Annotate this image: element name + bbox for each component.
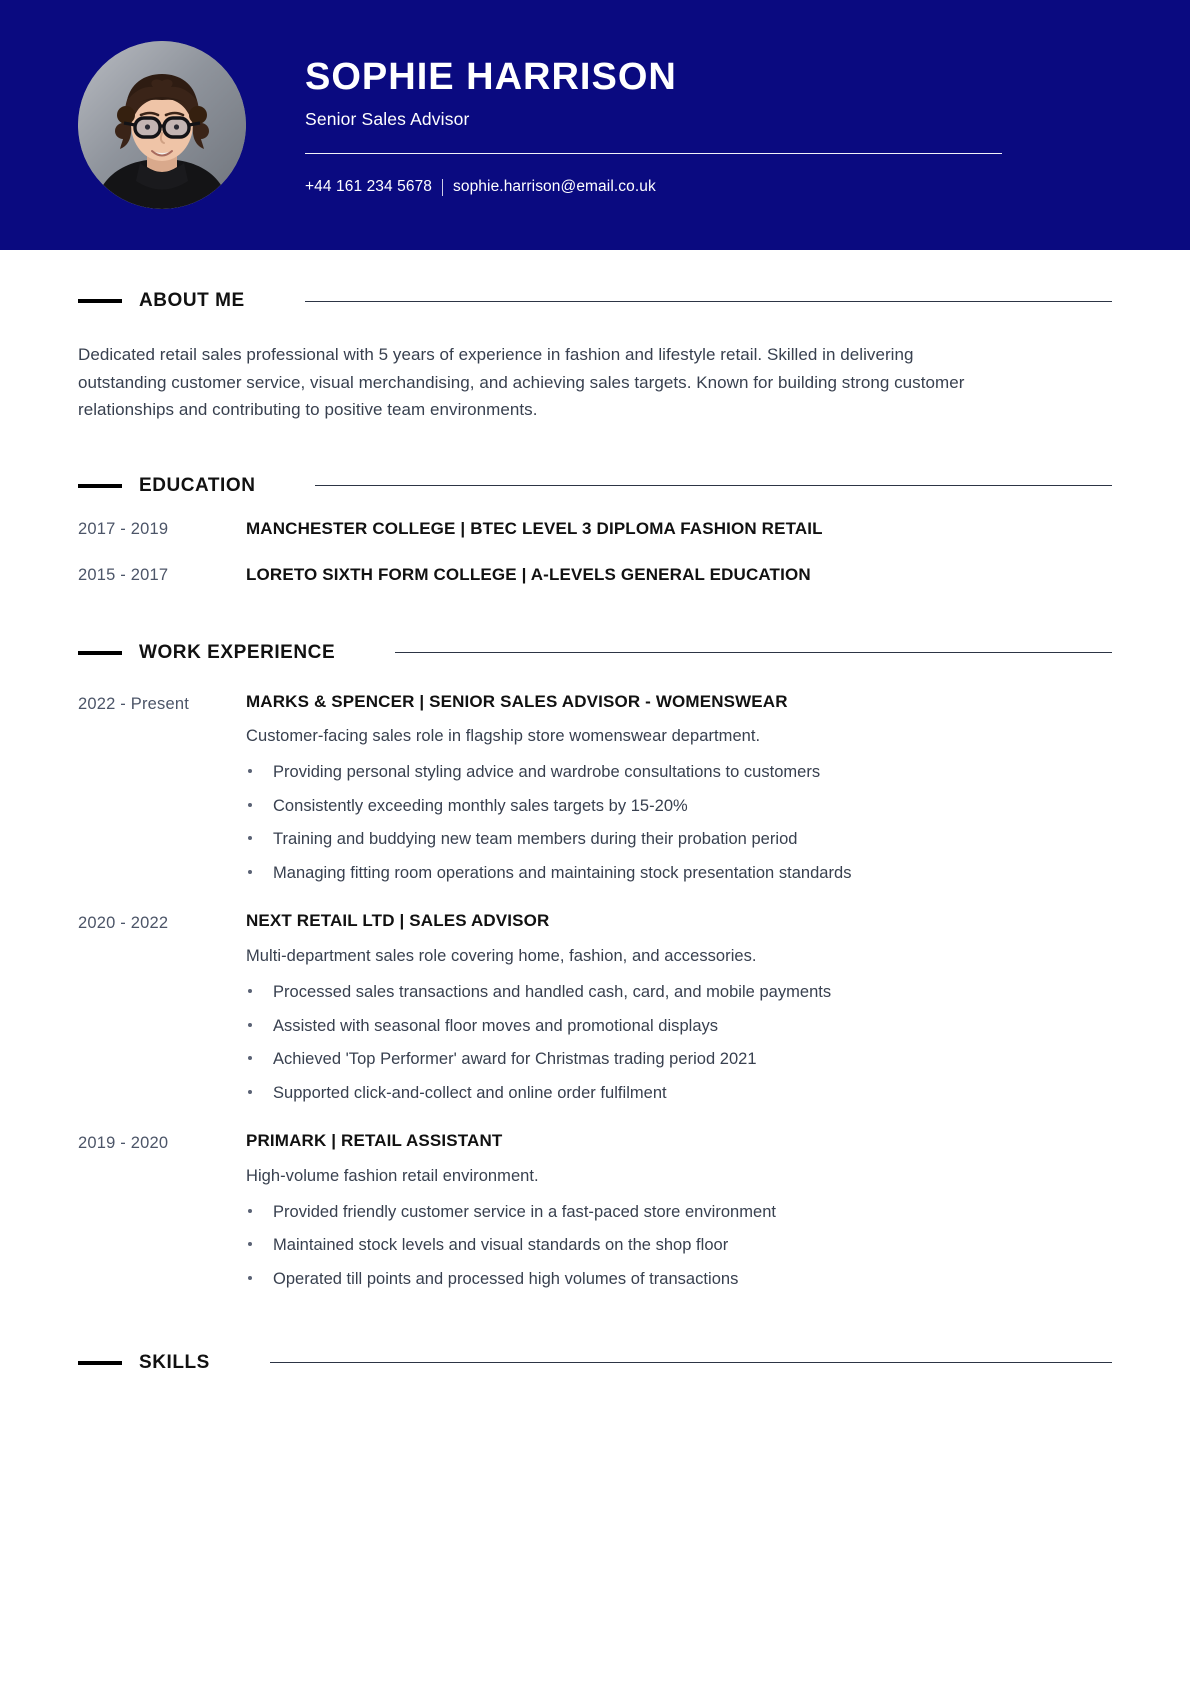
work-bullet-list [246,982,1102,1104]
section-dash-icon [78,299,122,303]
work-date: 2019 - 2020 [78,1134,169,1153]
about-paragraph: Dedicated retail sales professional with 5 years of experience in fashion and lifestyle retail. Skilled in delivering outstanding customer service, visual merchandising, and achieving sales targets. Known for building strong customer relationships and contributing to positive team environments. [78,345,965,420]
work-detail [246,911,1112,1103]
work-detail [246,1131,1112,1289]
contact-separator [442,179,443,196]
work-bullet: Managing fitting room operations and maintaining stock presentation standards [246,863,1102,884]
education-entry [78,565,1112,585]
work-bullet: Providing personal styling advice and wardrobe consultations to customers [246,762,1102,783]
work-bullet: Training and buddying new team members during their probation period [246,829,1102,850]
work-bullet: Assisted with seasonal floor moves and promotional displays [246,1016,1102,1037]
section-dash-icon [78,484,122,488]
contact-line [305,178,1005,196]
education-entry [78,519,1112,539]
section-header-about [78,290,1112,312]
work-title: MARKS & SPENCER | SENIOR SALES ADVISOR - WOMENSWEAR [246,691,788,711]
work-bullet: Processed sales transactions and handled cash, card, and mobile payments [246,982,1102,1003]
education-list [78,519,1112,585]
work-entry [78,692,1112,884]
job-title: Senior Sales Advisor [305,109,470,130]
work-bullet-list [246,1202,1102,1290]
section-dash-icon [78,1361,122,1365]
section-rule [395,652,1112,653]
work-bullet-list [246,762,1102,884]
section-header-work-experience [78,642,1112,664]
education-title: MANCHESTER COLLEGE | BTEC LEVEL 3 DIPLOMA FASHION RETAIL [246,518,823,538]
education-title: LORETO SIXTH FORM COLLEGE | A-LEVELS GENERAL EDUCATION [246,564,811,584]
work-title: NEXT RETAIL LTD | SALES ADVISOR [246,911,550,931]
section-header-education [78,475,1112,497]
phone-text: +44 161 234 5678 [305,178,433,196]
work-date: 2022 - Present [78,694,190,713]
section-label-about: ABOUT ME [139,290,245,311]
work-bullet: Consistently exceeding monthly sales targets by 15-20% [246,796,1102,817]
section-label-education: EDUCATION [139,474,256,496]
work-summary: Customer-facing sales role in flagship store womenswear department. [246,726,761,745]
education-date: 2015 - 2017 [78,565,169,584]
work-summary: High-volume fashion retail environment. [246,1166,539,1185]
portrait-photo-icon [78,41,246,209]
section-dash-icon [78,651,122,655]
section-rule [270,1362,1112,1363]
work-entry [78,911,1112,1103]
header-text-block [305,54,1005,197]
work-detail [246,692,1112,884]
work-bullet: Operated till points and processed high volumes of transactions [246,1269,1102,1290]
section-rule [305,301,1112,302]
work-title: PRIMARK | RETAIL ASSISTANT [246,1131,503,1151]
avatar [78,41,246,209]
work-bullet: Maintained stock levels and visual standards on the shop floor [246,1235,1102,1256]
work-date: 2020 - 2022 [78,914,169,933]
page-title: SOPHIE HARRISON [305,55,677,98]
resume-header [0,0,1190,250]
work-summary: Multi-department sales role covering home, fashion, and accessories. [246,946,757,965]
email-text: sophie.harrison@email.co.uk [453,178,656,196]
section-header-skills [78,1352,1112,1374]
header-divider [305,153,1002,154]
work-bullet: Supported click-and-collect and online order fulfilment [246,1083,1102,1104]
skills-list [78,1374,1112,1434]
work-bullet: Provided friendly customer service in a fast-paced store environment [246,1202,1102,1223]
resume-body [0,290,1190,1434]
section-rule [315,485,1112,486]
work-bullet: Achieved 'Top Performer' award for Christmas trading period 2021 [246,1049,1102,1070]
section-label-skills: SKILLS [139,1351,210,1373]
education-date: 2017 - 2019 [78,519,169,538]
work-entry [78,1131,1112,1289]
section-label-work-experience: WORK EXPERIENCE [139,641,336,663]
